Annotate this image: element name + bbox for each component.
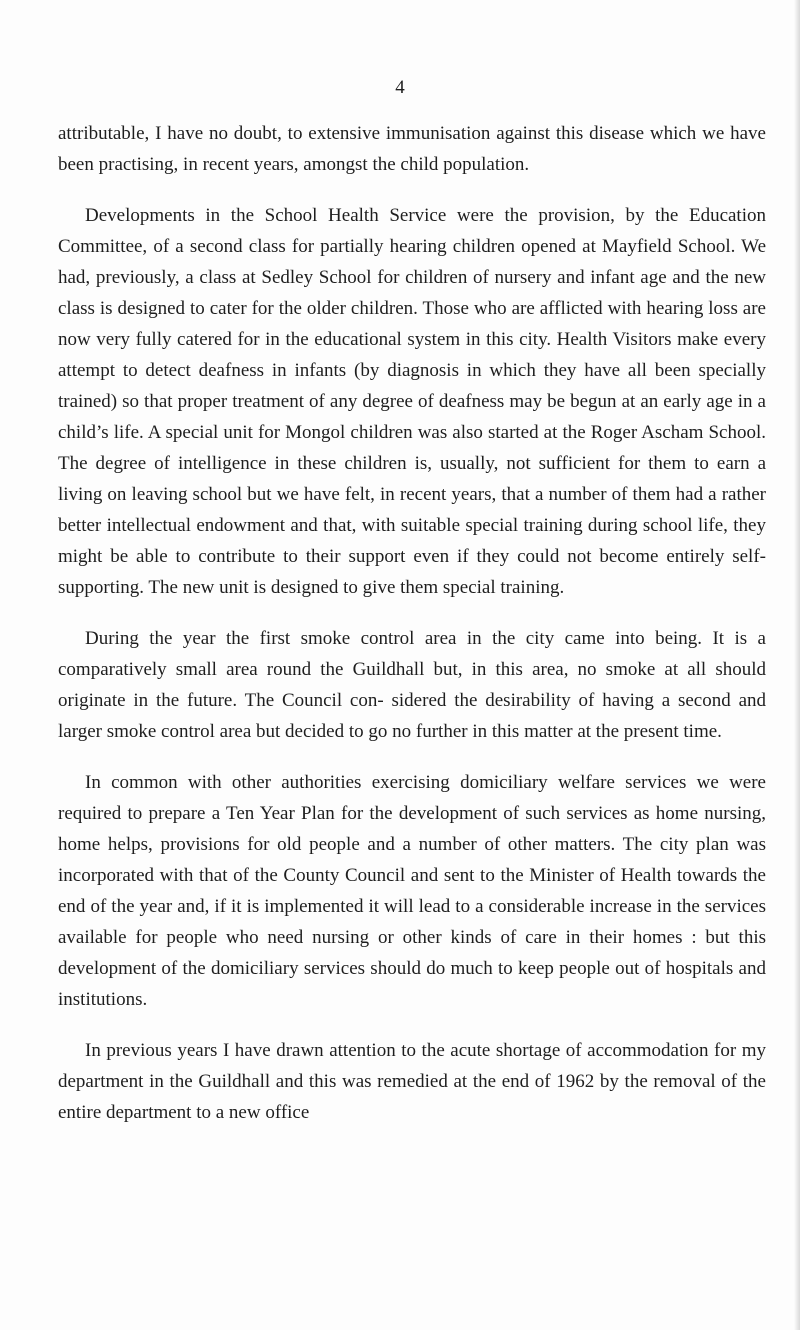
paragraph-ten-year-plan: In common with other authorities exercising domiciliary welfare services we were required to prepare a Ten Year Plan for the development of such services as home nursing, home helps, provisions for old people and a number of other matters. The city plan was incorporated with that of the County Council and sent to the Minister of Health towards the end of the year and, if it is implemented it will lead to a considerable increase in the services available for people who need nursing or other kinds of care in their homes : but this development of the domiciliary services should do much to keep people out of hospitals and institutions. [58,772,766,1010]
paragraph-school-health-service: Developments in the School Health Service were the provision, by the Education Committee, of a second class for partially hearing children opened at Mayfield School. We had, previously, a class at Sedley School for children of nursery and infant age and the new class is designed to cater for the older children. Those who are afflicted with hearing loss are now very fully catered for in the educational system in this city. Health Visitors make every attempt to detect deafness in infants (by diagnosis in which they have all been specially trained) so that proper treatment of any degree of deafness may be begun at an early age in a child’s life. A special unit for Mongol children was also started at the Roger Ascham School. The degree of intelligence in these children is, usually, not sufficient for them to earn a living on leaving school but we have felt, in recent years, that a number of them had a rather better intellectual endowment and that, with suitable special training during school life, they might be able to contribute to their support even if they could not become entirely self-supporting. The new unit is designed to give them special training. [58,205,766,598]
page-number: 4 [395,77,405,98]
body-text [58,118,766,1148]
page-edge-shadow [794,0,800,1330]
paragraph-immunisation: attributable, I have no doubt, to extensive immunisation against this disease which we have been practising, in recent years, amongst the child population. [58,123,766,175]
paragraph-smoke-control: During the year the first smoke control area in the city came into being. It is a comparatively small area round the Guildhall but, in this area, no smoke at all should originate in the future. The Council con- sidered the desirability of having a second and larger smoke control area but decided to go no further in this matter at the present time. [58,628,766,742]
paragraph-accommodation: In previous years I have drawn attention to the acute shortage of accommodation for my department in the Guildhall and this was remedied at the end of 1962 by the removal of the entire department to a new office [58,1040,766,1123]
